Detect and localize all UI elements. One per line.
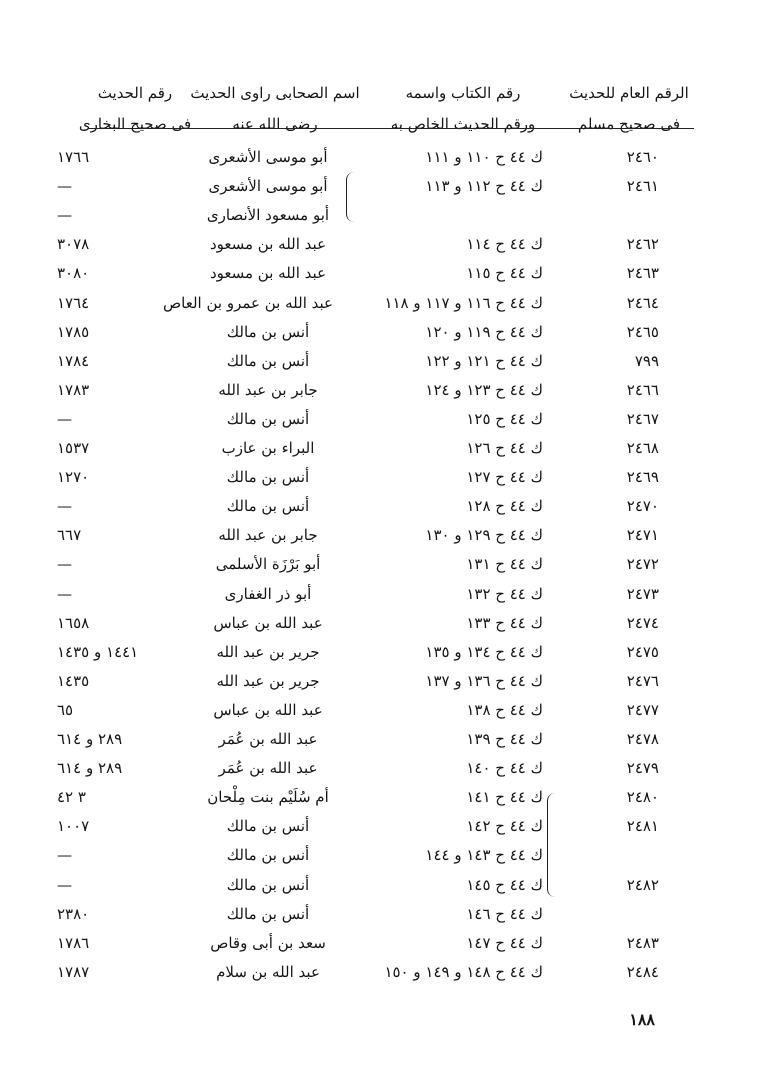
narrator-cell: جابر بن عبد الله (218, 526, 318, 545)
book-ref-cell: ك ٤٤ ح ١١٠ و ١١١ (425, 148, 543, 166)
table-row (0, 434, 765, 463)
book-ref-cell: ك ٤٤ ح ١١٩ و ١٢٠ (425, 322, 543, 341)
general-number-cell: ٢٤٦٩ (626, 468, 659, 487)
book-ref-cell: ك ٤٤ ح ١١٥ (466, 264, 543, 283)
general-number-cell: ٢٤٧٩ (626, 759, 659, 778)
table-row (0, 259, 765, 288)
table-row (0, 958, 765, 987)
general-number-cell: ٢٤٦٦ (626, 380, 659, 399)
header-line: الرقم العام للحديث (569, 84, 689, 102)
grouping-brace (346, 172, 357, 222)
table-row (0, 172, 765, 201)
general-number-cell: ٢٤٦٢ (626, 235, 659, 254)
narrator-cell: عبد الله بن عباس (213, 700, 323, 719)
narrator-cell: جابر بن عبد الله (218, 380, 318, 399)
book-ref-cell: ك ٤٤ ح ١٣٨ (466, 700, 543, 719)
table-row (0, 725, 765, 754)
table-row (0, 929, 765, 958)
bukhari-number-cell: — (57, 409, 72, 428)
book-ref-cell: ك ٤٤ ح ١٢٣ و ١٢٤ (425, 380, 543, 399)
bukhari-number-cell: — (57, 497, 72, 516)
header-narrator (190, 78, 360, 140)
general-number-cell: ٢٤٦١ (626, 177, 659, 196)
header-general-number (569, 78, 689, 140)
narrator-cell: البراء بن عازب (221, 439, 315, 457)
header-line: ورقم الحديث الخاص به (390, 115, 536, 133)
bukhari-number-cell: ٢٣٨٠ (57, 904, 90, 923)
general-number-cell: ٢٤٦٥ (626, 322, 659, 341)
general-number-cell: ٢٤٧٨ (626, 730, 659, 748)
bukhari-number-cell: ١٧٨٥ (57, 322, 90, 341)
bukhari-number-cell: ٦٥ (57, 700, 74, 719)
general-number-cell: ٢٤٦٣ (626, 264, 659, 283)
bukhari-number-cell: ٢٨٩ و ٦١٤ (57, 759, 123, 778)
narrator-cell: عبد الله بن عُمَر (218, 759, 318, 778)
bukhari-number-cell: ١٥٣٧ (57, 439, 90, 457)
book-ref-cell: ك ٤٤ ح ١٢٦ (466, 439, 543, 457)
general-number-cell: ٢٤٧١ (626, 526, 659, 545)
general-number-cell: ٢٤٧٧ (626, 700, 659, 719)
table-row (0, 318, 765, 347)
narrator-cell: أبو بَرْزَة الأسلمى (215, 555, 321, 574)
bukhari-number-cell: ١٧٦٤ (57, 293, 90, 312)
book-ref-cell: ك ٤٤ ح ١٤٣ و ١٤٤ (425, 846, 543, 865)
bukhari-number-cell: ١٦٥٨ (57, 613, 90, 632)
narrator-cell: أبو موسى الأشعرى (208, 148, 328, 166)
bukhari-number-cell: ١٧٨٦ (57, 933, 90, 952)
narrator-cell: أنس بن مالك (226, 846, 310, 865)
general-number-cell: ٢٤٧٤ (626, 613, 659, 632)
bukhari-number-cell: ١٤٣٥ (57, 671, 90, 690)
table-row (0, 492, 765, 521)
book-ref-cell: ك ٤٤ ح ١٣٣ (466, 613, 543, 632)
table-row (0, 638, 765, 667)
table-row (0, 230, 765, 259)
narrator-cell: أنس بن مالك (226, 322, 310, 341)
bukhari-number-cell: ١٧٦٦ (57, 148, 90, 166)
general-number-cell: ٢٤٨٢ (626, 875, 659, 894)
table-row (0, 289, 765, 318)
book-ref-cell: ك ٤٤ ح ١٢٧ (466, 468, 543, 487)
book-ref-cell: ك ٤٤ ح ١٤٨ و ١٤٩ و ١٥٠ (384, 962, 543, 981)
book-ref-cell: ك ٤٤ ح ١٤٥ (466, 875, 543, 894)
narrator-cell: أبو موسى الأشعرى (208, 177, 328, 196)
narrator-cell: عبد الله بن عباس (213, 613, 323, 632)
table-row (0, 405, 765, 434)
narrator-cell: أنس بن مالك (226, 875, 310, 894)
book-ref-cell: ك ٤٤ ح ١٤١ (466, 788, 543, 807)
narrator-cell: أنس بن مالك (226, 497, 310, 516)
general-number-cell: ٢٤٦٠ (626, 148, 659, 166)
header-line: فى صحيح البخارى (78, 115, 192, 133)
bukhari-number-cell: ٣٠٧٨ (57, 235, 90, 254)
narrator-cell: عبد الله بن سلام (216, 962, 320, 981)
bukhari-number-cell: ١٠٠٧ (57, 817, 90, 836)
book-ref-cell: ك ٤٤ ح ١٢١ و ١٢٢ (425, 351, 543, 370)
book-ref-cell: ك ٤٤ ح ١٣٦ و ١٣٧ (425, 671, 543, 690)
bukhari-number-cell: — (57, 584, 72, 603)
general-number-cell: ٢٤٧٣ (626, 584, 659, 603)
table-row (0, 463, 765, 492)
bukhari-number-cell: ١٧٨٣ (57, 380, 90, 399)
general-number-cell: ٢٤٦٨ (626, 439, 659, 457)
header-line: فى صحيح مسلم (577, 115, 681, 133)
narrator-cell: سعد بن أبى وقاص (210, 933, 326, 952)
header-bukhari-number (75, 78, 195, 140)
book-ref-cell: ك ٤٤ ح ١٤٠ (466, 759, 543, 778)
bukhari-number-cell: ٣ ٤٢ (57, 788, 86, 807)
table-row (0, 783, 765, 812)
general-number-cell: ٢٤٨٠ (626, 788, 659, 807)
header-line: رضى الله عنه (232, 115, 318, 133)
book-ref-cell: ك ٤٤ ح ١٣٢ (466, 584, 543, 603)
narrator-cell: أبو ذر الغفارى (224, 584, 312, 603)
narrator-cell: أنس بن مالك (226, 817, 310, 836)
narrator-cell: أبو مسعود الأنصارى (206, 206, 330, 225)
bukhari-number-cell: ١٧٨٧ (57, 962, 90, 981)
narrator-cell: عبد الله بن عُمَر (218, 730, 318, 748)
bukhari-number-cell: ٦٦٧ (57, 526, 82, 545)
general-number-cell: ٢٤٦٧ (626, 409, 659, 428)
narrator-cell: أنس بن مالك (226, 351, 310, 370)
narrator-cell: عبد الله بن مسعود (209, 264, 327, 283)
general-number-cell: ٢٤٧٢ (626, 555, 659, 574)
book-ref-cell: ك ٤٤ ح ١٢٨ (466, 497, 543, 516)
table-row (0, 376, 765, 405)
book-ref-cell: ك ٤٤ ح ١٣٤ و ١٣٥ (425, 642, 543, 661)
book-ref-cell: ك ٤٤ ح ١٣٩ (466, 730, 543, 748)
table-row (0, 143, 765, 172)
header-line: رقم الكتاب واسمه (405, 84, 521, 102)
book-ref-cell: ك ٤٤ ح ١٣١ (466, 555, 543, 574)
bukhari-number-cell: ٢٨٩ و ٦١٤ (57, 730, 123, 748)
table-row (0, 871, 765, 900)
general-number-cell: ٢٤٨٣ (626, 933, 659, 952)
narrator-cell: أم سُلَيْم بنت مِلْحان (207, 788, 329, 807)
header-line: اسم الصحابى راوى الحديث (190, 84, 360, 102)
table-row (0, 580, 765, 609)
general-number-cell: ٢٤٨٤ (626, 962, 659, 981)
table-row (0, 201, 765, 230)
header-line: رقم الحديث (97, 84, 173, 102)
narrator-cell: أنس بن مالك (226, 904, 310, 923)
grouping-brace (547, 793, 558, 897)
book-ref-cell: ك ٤٤ ح ١٢٥ (466, 409, 543, 428)
narrator-cell: أنس بن مالك (226, 468, 310, 487)
table-row (0, 609, 765, 638)
bukhari-number-cell: ٣٠٨٠ (57, 264, 90, 283)
book-ref-cell: ك ٤٤ ح ١١٢ و ١١٣ (425, 177, 543, 196)
header-book-number (383, 78, 543, 140)
bukhari-number-cell: ١٧٨٤ (57, 351, 90, 370)
book-ref-cell: ك ٤٤ ح ١٤٢ (466, 817, 543, 836)
book-ref-cell: ك ٤٤ ح ١١٦ و ١١٧ و ١١٨ (384, 293, 543, 312)
table-row (0, 667, 765, 696)
book-ref-cell: ك ٤٤ ح ١٢٩ و ١٣٠ (425, 526, 543, 545)
bukhari-number-cell: — (57, 846, 72, 865)
bukhari-number-cell: — (57, 875, 72, 894)
general-number-cell: ٧٩٩ (634, 351, 659, 370)
narrator-cell: عبد الله بن مسعود (209, 235, 327, 254)
narrator-cell: جرير بن عبد الله (216, 642, 320, 661)
bukhari-number-cell: — (57, 555, 72, 574)
table-row (0, 696, 765, 725)
general-number-cell: ٢٤٧٠ (626, 497, 659, 516)
table-row (0, 521, 765, 550)
table-row (0, 347, 765, 376)
narrator-cell: أنس بن مالك (226, 409, 310, 428)
bukhari-number-cell: ١٤٤١ و ١٤٣٥ (57, 642, 139, 661)
page-number: ١٨٨ (629, 1010, 655, 1029)
book-ref-cell: ك ٤٤ ح ١٤٧ (466, 933, 543, 952)
general-number-cell: ٢٤٨١ (626, 817, 659, 836)
table-row (0, 900, 765, 929)
table-row (0, 841, 765, 870)
bukhari-number-cell: — (57, 177, 72, 196)
general-number-cell: ٢٤٦٤ (626, 293, 659, 312)
table-row (0, 754, 765, 783)
narrator-cell: جرير بن عبد الله (216, 671, 320, 690)
bukhari-number-cell: — (57, 206, 72, 225)
book-ref-cell: ك ٤٤ ح ١١٤ (466, 235, 543, 254)
general-number-cell: ٢٤٧٥ (626, 642, 659, 661)
table-row (0, 550, 765, 579)
table-row (0, 812, 765, 841)
bukhari-number-cell: ١٢٧٠ (57, 468, 90, 487)
header-rule (88, 128, 694, 129)
narrator-cell: عبد الله بن عمرو بن العاص (163, 293, 333, 312)
book-ref-cell: ك ٤٤ ح ١٤٦ (466, 904, 543, 923)
general-number-cell: ٢٤٧٦ (626, 671, 659, 690)
